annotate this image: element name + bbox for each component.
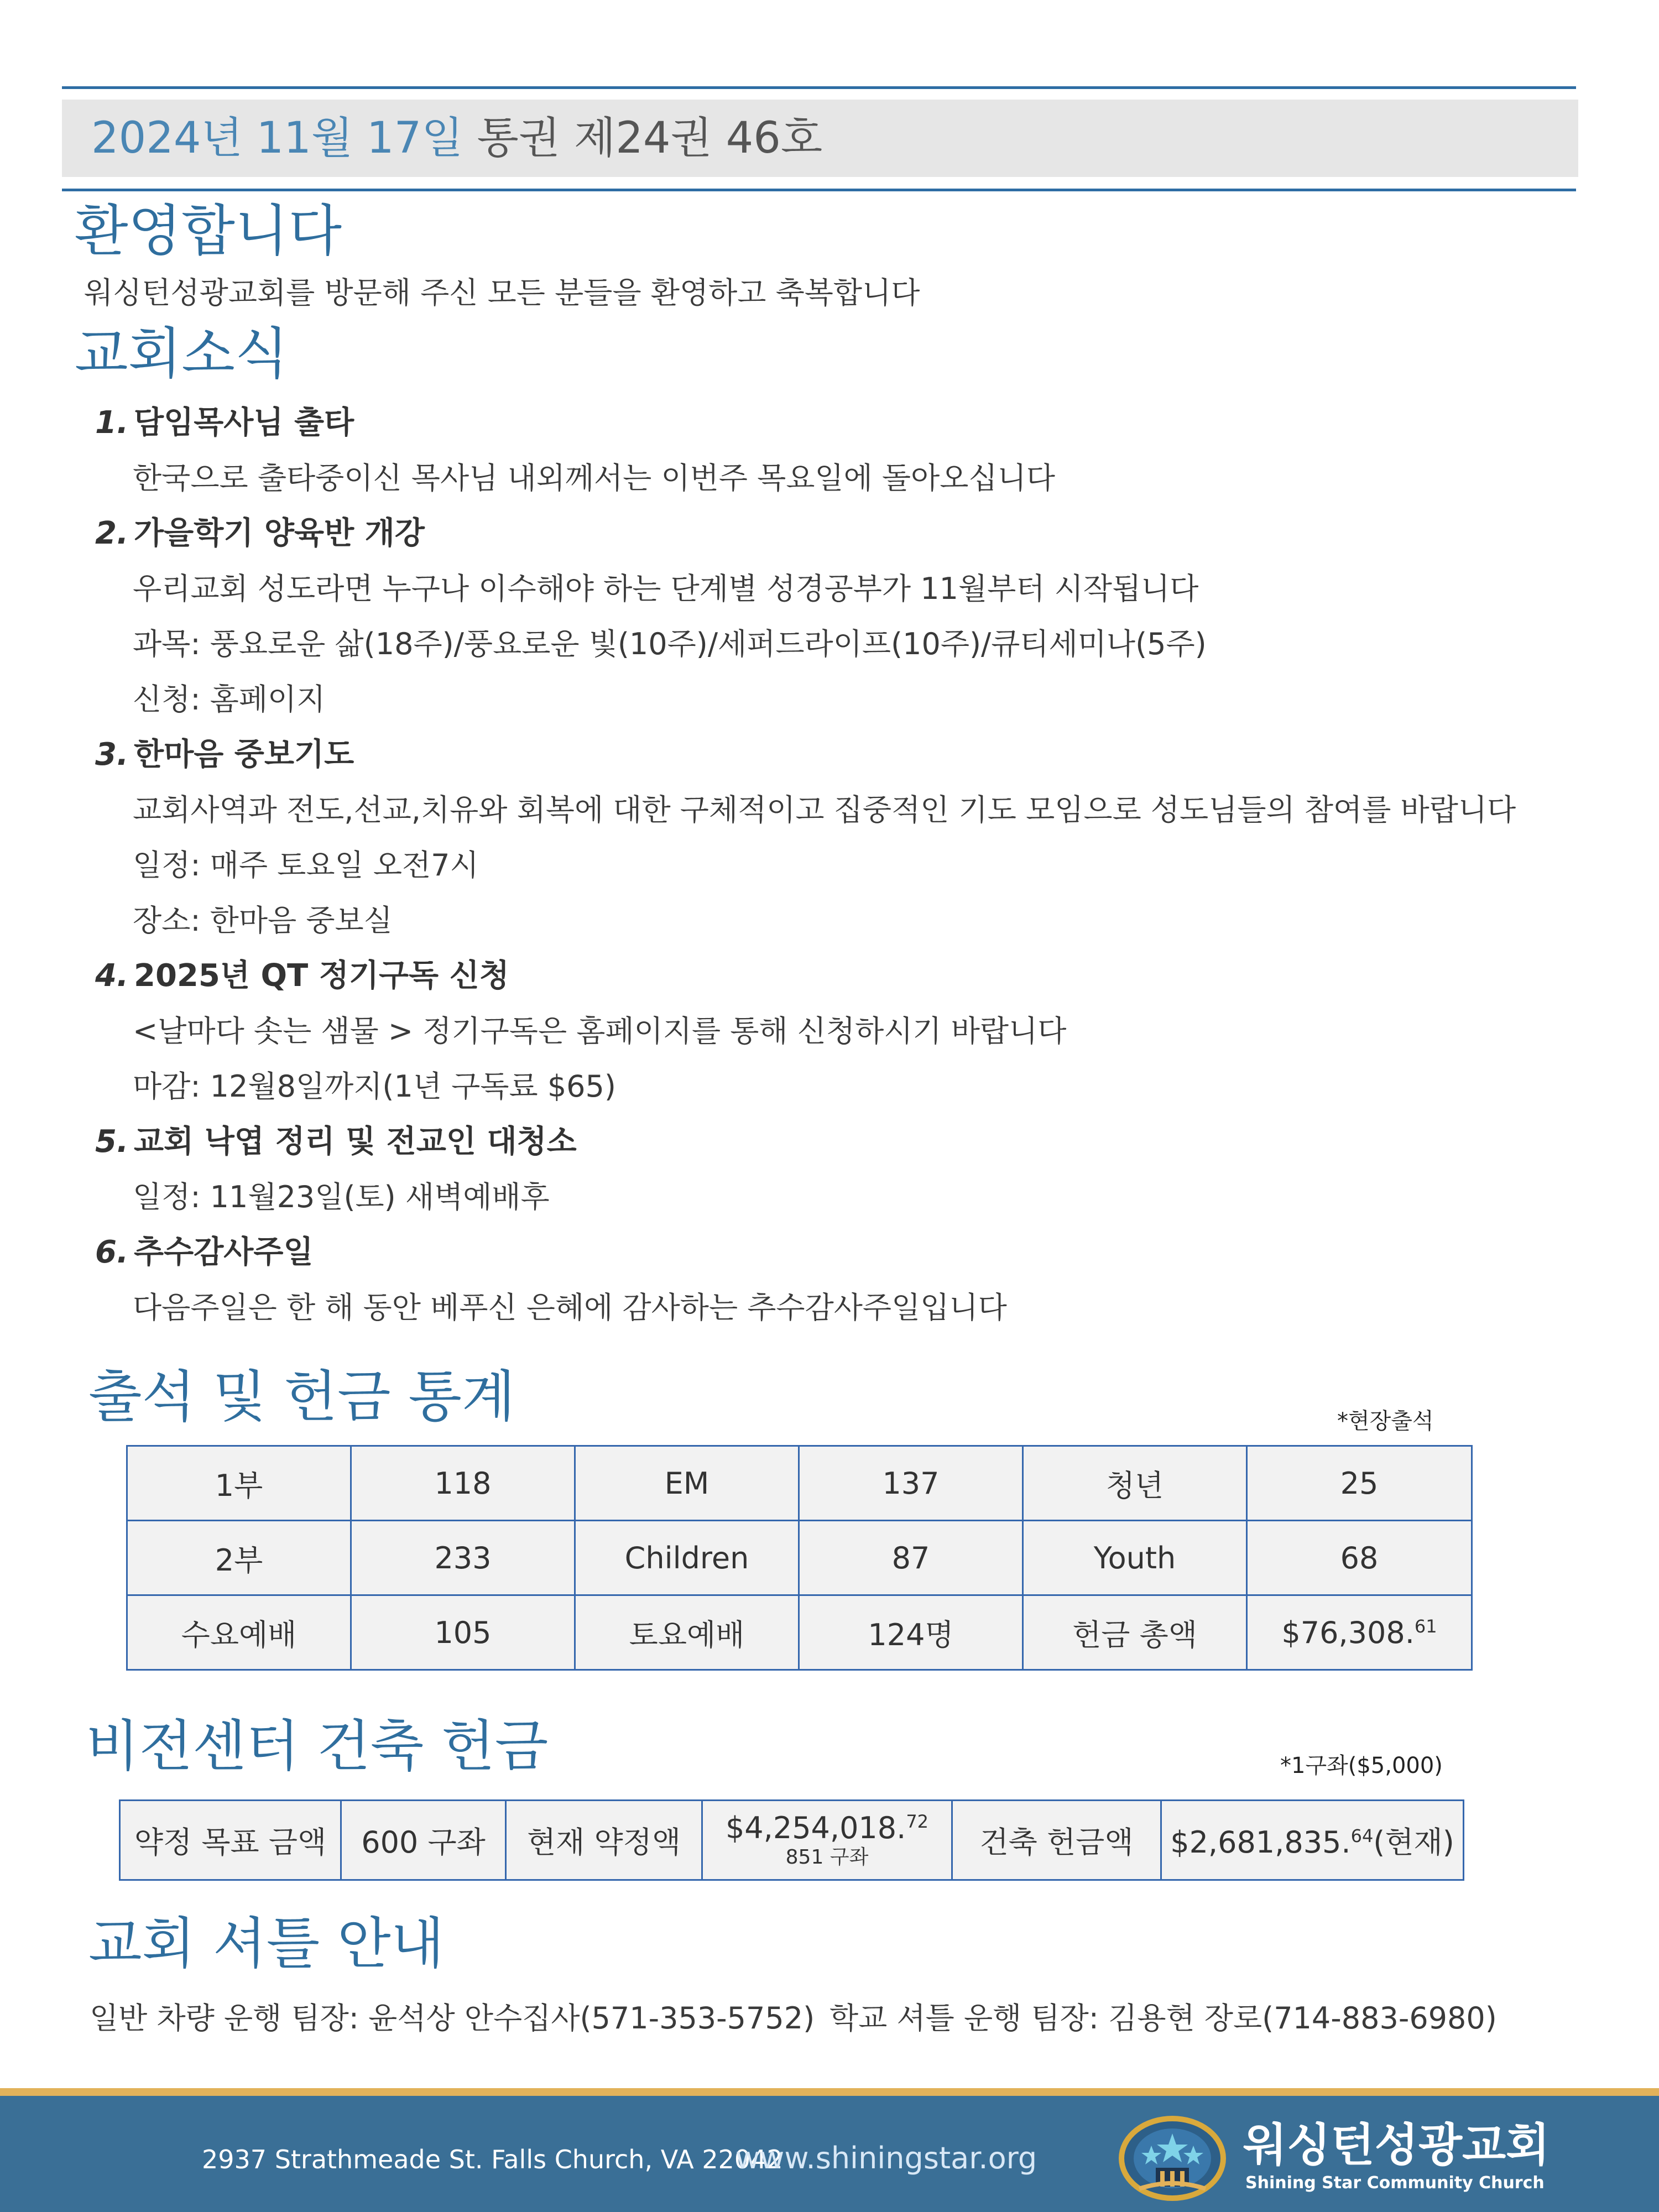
fund-label: 건축 헌금액 (952, 1801, 1161, 1880)
news-item-text: 과목: 풍요로운 삶(18주)/풍요로운 빛(10주)/세퍼드라이프(10주)/큐티세미나(5주) (133, 627, 1207, 661)
news-item (95, 948, 1588, 1114)
stats-cell: 수요예배 (127, 1595, 351, 1670)
welcome-text: 워싱턴성광교회를 방문해 주신 모든 분들을 환영하고 축복합니다 (84, 275, 920, 310)
building-table (119, 1799, 1464, 1881)
stats-cell: 25 (1247, 1446, 1472, 1521)
stats-cell: 233 (351, 1521, 575, 1595)
footer-stripe (0, 2088, 1659, 2096)
fund-cents: 64 (1350, 1825, 1374, 1846)
news-item-heading (95, 948, 1588, 1004)
stats-note: *현장출석 (1337, 1408, 1434, 1434)
fund-value (1161, 1801, 1464, 1880)
stats-cell: EM (575, 1446, 799, 1521)
stats-cell: 헌금 총액 (1023, 1595, 1247, 1670)
news-item-heading (95, 395, 1588, 451)
stats-cell: 2부 (127, 1521, 351, 1595)
news-item-number: 4. (95, 958, 129, 994)
stats-cell: 토요예배 (575, 1595, 799, 1670)
stats-cell: Youth (1023, 1521, 1247, 1595)
stats-cell: 105 (351, 1595, 575, 1670)
stats-row (127, 1446, 1472, 1521)
fund-amount: $2,681,835. (1170, 1825, 1351, 1860)
stats-cell: 청년 (1023, 1446, 1247, 1521)
issue-line (91, 111, 822, 166)
pledge-value (702, 1801, 952, 1880)
news-item-number: 3. (95, 737, 129, 773)
news-item-number: 1. (95, 405, 129, 441)
news-item-text: 일정: 매주 토요일 오전7시 (133, 848, 479, 883)
stats-cell: 87 (799, 1521, 1023, 1595)
news-item-heading (95, 1114, 1588, 1170)
news-item-title: 교회 낙엽 정리 및 전교인 대청소 (134, 1124, 577, 1160)
church-name-korean: 워싱턴성광교회 (1243, 2119, 1550, 2172)
footer-address: 2937 Strathmeade St. Falls Church, VA 22042 (202, 2145, 783, 2174)
news-item-title: 2025년 QT 정기구독 신청 (134, 958, 509, 994)
offering-total (1247, 1595, 1472, 1670)
stats-cell: 124명 (799, 1595, 1023, 1670)
news-list (95, 395, 1588, 1335)
news-item-text: 교회사역과 전도,선교,치유와 회복에 대한 구체적이고 집중적인 기도 모임으로 성도님들의 참여를 바랍니다 (133, 792, 1516, 827)
news-item (95, 395, 1588, 506)
building-note: *1구좌($5,000) (1280, 1753, 1443, 1778)
stats-cell: Children (575, 1521, 799, 1595)
news-item-title: 추수감사주일 (134, 1234, 314, 1270)
footer-website[interactable]: www.shiningstar.org (735, 2141, 1037, 2176)
church-logo-icon (1117, 2111, 1228, 2205)
welcome-title: 환영합니다 (75, 199, 342, 263)
pledge-units: 851 구좌 (785, 1846, 869, 1869)
news-item-heading (95, 1225, 1588, 1280)
news-item-text: 한국으로 출타중이신 목사님 내외께서는 이번주 목요일에 돌아오십니다 (133, 461, 1055, 495)
goal-value: 600 구좌 (341, 1801, 506, 1880)
building-row (120, 1801, 1464, 1880)
news-item-text: 신청: 홈페이지 (133, 682, 326, 717)
pledge-cents: 72 (906, 1811, 929, 1832)
news-item (95, 1114, 1588, 1225)
building-title: 비전센터 건축 헌금 (86, 1714, 549, 1778)
news-item-number: 5. (95, 1124, 129, 1160)
stats-row (127, 1521, 1472, 1595)
stats-cell: 68 (1247, 1521, 1472, 1595)
issue-volume: 통권 제24권 46호 (477, 113, 823, 163)
offering-total-cents: 61 (1414, 1615, 1437, 1637)
shuttle-general: 일반 차량 운행 팀장: 윤석상 안수집사(571-353-5752) (90, 2001, 815, 2036)
stats-cell: 118 (351, 1446, 575, 1521)
news-item-text: 다음주일은 한 해 동안 베푸신 은혜에 감사하는 추수감사주일입니다 (133, 1290, 1007, 1325)
top-rule (62, 86, 1576, 89)
news-item (95, 1225, 1588, 1335)
news-item-text: <날마다 솟는 샘물 > 정기구독은 홈페이지를 통해 신청하시기 바랍니다 (133, 1014, 1067, 1048)
news-item (95, 727, 1588, 948)
news-item (95, 506, 1588, 727)
stats-row (127, 1595, 1472, 1670)
news-item-number: 2. (95, 515, 129, 551)
stats-table (126, 1445, 1473, 1671)
stats-cell: 137 (799, 1446, 1023, 1521)
news-item-heading (95, 727, 1588, 782)
header-bottom-rule (62, 189, 1576, 191)
news-item-title: 가을학기 양육반 개강 (134, 515, 425, 551)
shuttle-title: 교회 셔틀 안내 (88, 1911, 445, 1976)
fund-suffix: (현재) (1373, 1825, 1454, 1860)
issue-date: 2024년 11월 17일 (91, 113, 463, 163)
news-item-text: 장소: 한마음 중보실 (133, 903, 393, 938)
news-item-number: 6. (95, 1234, 129, 1270)
shuttle-school: 학교 셔틀 운행 팀장: 김용현 장로(714-883-6980) (830, 2001, 1497, 2036)
church-name-english: Shining Star Community Church (1245, 2173, 1545, 2193)
news-item-text: 우리교회 성도라면 누구나 이수해야 하는 단계별 성경공부가 11월부터 시작됩니다 (133, 571, 1199, 606)
news-item-title: 한마음 중보기도 (134, 737, 354, 773)
pledge-amount: $4,254,018. (725, 1811, 906, 1845)
news-item-title: 담임목사님 출타 (134, 405, 354, 441)
pledge-label: 현재 약정액 (506, 1801, 702, 1880)
stats-title: 출석 및 헌금 통계 (88, 1364, 515, 1429)
news-item-text: 마감: 12월8일까지(1년 구독료 $65) (133, 1069, 616, 1104)
offering-total-amount: $76,308. (1281, 1615, 1415, 1650)
news-title: 교회소식 (75, 321, 289, 386)
stats-cell: 1부 (127, 1446, 351, 1521)
news-item-text: 일정: 11월23일(토) 새벽예배후 (133, 1180, 550, 1214)
goal-label: 약정 목표 금액 (120, 1801, 341, 1880)
news-item-heading (95, 506, 1588, 561)
